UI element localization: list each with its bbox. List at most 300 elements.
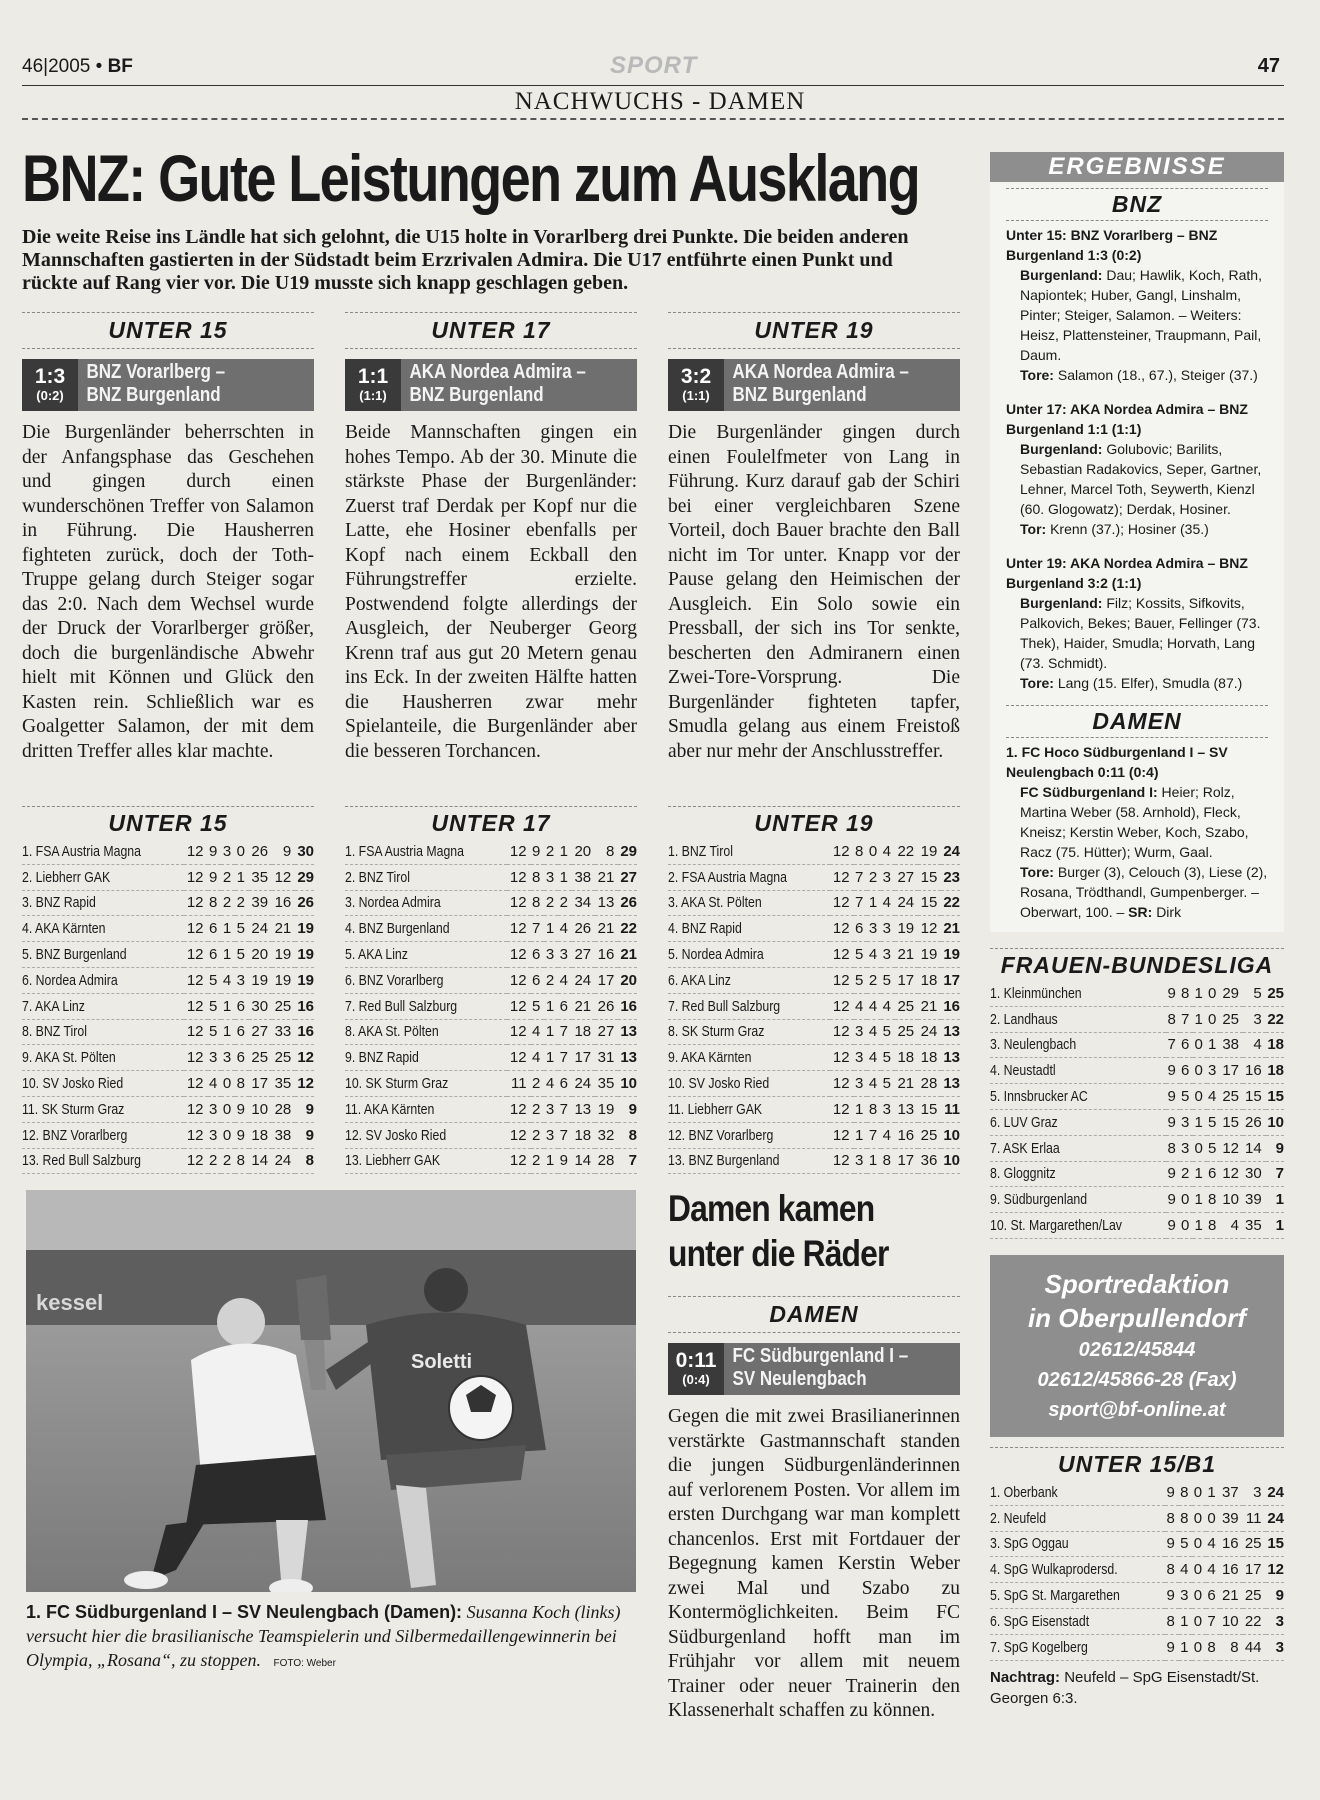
stat: 12 — [918, 916, 941, 942]
stat: 25 — [918, 1122, 941, 1148]
stat: 0 — [867, 839, 881, 864]
stat: 9 — [1165, 1583, 1179, 1609]
article-lead: Die weite Reise ins Ländle hat sich gelohnt, die U15 holte in Vorarlberg drei Punkte. Die beiden anderen Mannschaften gastierten in der Südstadt beim Erzrivalen Admira. Die U17 entführte einen Punkt und rückte auf Rang vier vor. Die U19 musste sich knapp geschlagen geben. — [22, 226, 909, 294]
stat: 0 — [1192, 1608, 1206, 1634]
points: 22 — [1266, 1006, 1284, 1032]
stat: 5 — [854, 942, 868, 968]
team-name: 5. AKA Linz — [345, 942, 478, 968]
team-name: 5. BNZ Burgenland — [22, 942, 155, 968]
stat: 2 — [221, 864, 235, 890]
table-row — [22, 993, 314, 1019]
stat: 1 — [854, 1122, 868, 1148]
table-row — [345, 967, 637, 993]
table-row — [345, 916, 637, 942]
stat: 19 — [272, 967, 295, 993]
team-name: 2. Landhaus — [990, 1006, 1135, 1032]
result-u17: Unter 17: AKA Nordea Admira – BNZ Burgenland 1:1 (1:1) Burgenland: Golubovic; Barilits, Sebastian Radakovics, Seper, Gartner, Lehner, Marcel Toth, Seywerth, Kienzl (60. Glogowatz); Derdak, Hosiner. Tor: Krenn (37.); Hosiner (35.) — [1006, 401, 1262, 537]
stat: 1 — [1193, 1109, 1207, 1135]
stat: 5 — [531, 993, 545, 1019]
damen-heading: DAMEN — [1092, 708, 1182, 734]
stat: 22 — [1243, 1608, 1266, 1634]
stat: 9 — [1165, 1480, 1179, 1505]
points: 30 — [295, 839, 314, 864]
stat: 9 — [1166, 1058, 1180, 1084]
stat: 8 — [208, 890, 222, 916]
stat: 1 — [544, 916, 558, 942]
stat: 13 — [895, 1096, 918, 1122]
table-row — [345, 1148, 637, 1174]
stat: 12 — [507, 864, 530, 890]
points: 24 — [941, 839, 960, 864]
points: 17 — [941, 967, 960, 993]
team-name: 7. AKA Linz — [22, 993, 155, 1019]
stat: 2 — [235, 890, 249, 916]
points: 12 — [295, 1071, 314, 1097]
stat: 3 — [544, 864, 558, 890]
stat: 6 — [854, 916, 868, 942]
stat: 8 — [1207, 1187, 1221, 1213]
stat: 24 — [895, 890, 918, 916]
stat: 1 — [544, 1045, 558, 1071]
stat: 17 — [1243, 1557, 1266, 1583]
stat: 3 — [544, 942, 558, 968]
stat: 0 — [1180, 1213, 1194, 1239]
stat: 6 — [531, 967, 545, 993]
table-row — [990, 1006, 1284, 1032]
stat: 5 — [208, 993, 222, 1019]
stat: 12 — [507, 1045, 530, 1071]
table-row — [345, 839, 637, 864]
score: 1:1 — [357, 365, 389, 388]
team-home: BNZ Vorarlberg – — [86, 361, 226, 383]
stat: 8 — [1180, 981, 1194, 1006]
stat: 12 — [830, 890, 853, 916]
table-row — [668, 890, 960, 916]
stat: 0 — [1206, 1505, 1220, 1531]
table-row — [990, 1109, 1284, 1135]
stat: 1 — [1193, 1161, 1207, 1187]
table-row — [668, 839, 960, 864]
stat: 0 — [1192, 1583, 1206, 1609]
points: 7 — [618, 1148, 637, 1174]
table-row — [22, 967, 314, 993]
result-u15: Unter 15: BNZ Vorarlberg – BNZ Burgenland 1:3 (0:2) Burgenland: Dau; Hawlik, Koch, Rath, Napiontek; Huber, Gangl, Linshalm, Pinter; Steiger, Salamon. – Weiters: Heisz, Plattensteiner, Traupmann, Pail, Daum. Tore: Salamon (18., 67.), Steiger (37.) — [1006, 227, 1262, 383]
table-row — [345, 1019, 637, 1045]
team-name: 4. SpG Wulkaprodersd. — [990, 1557, 1134, 1583]
stat: 0 — [221, 1071, 235, 1097]
stat: 3 — [881, 864, 895, 890]
stat: 7 — [1166, 1032, 1180, 1058]
table-row — [990, 1161, 1284, 1187]
stat: 19 — [249, 967, 272, 993]
team-name: 1. Kleinmünchen — [990, 981, 1135, 1006]
stat: 26 — [595, 993, 618, 1019]
team-name: 2. BNZ Tirol — [345, 864, 478, 890]
stat: 5 — [1207, 1135, 1221, 1161]
team-name: 6. SpG Eisenstadt — [990, 1608, 1134, 1634]
team-name: 4. BNZ Burgenland — [345, 916, 478, 942]
stat: 21 — [272, 916, 295, 942]
stat: 8 — [1220, 1634, 1243, 1660]
stat: 8 — [235, 1148, 249, 1174]
team-name: 2. Neufeld — [990, 1505, 1134, 1531]
stat: 21 — [595, 864, 618, 890]
stat: 27 — [249, 1019, 272, 1045]
team-away: SV Neulengbach — [732, 1368, 867, 1390]
points: 26 — [618, 890, 637, 916]
stat: 16 — [1243, 1058, 1266, 1084]
stat: 4 — [1206, 1531, 1220, 1557]
points: 26 — [295, 890, 314, 916]
damen-match — [668, 1296, 960, 1724]
points: 12 — [1266, 1557, 1285, 1583]
score-bar — [22, 359, 314, 411]
stat: 21 — [572, 993, 595, 1019]
stat: 18 — [918, 1045, 941, 1071]
stat: 0 — [1180, 1187, 1194, 1213]
stat: 15 — [1220, 1109, 1243, 1135]
stat: 31 — [595, 1045, 618, 1071]
match-column-u15 — [22, 312, 314, 764]
stat: 25 — [272, 1045, 295, 1071]
standings-table — [22, 839, 314, 1174]
team-name: 7. SpG Kogelberg — [990, 1634, 1134, 1660]
team-name: 7. Red Bull Salzburg — [345, 993, 478, 1019]
stat: 4 — [558, 916, 572, 942]
team-name: 11. Liebherr GAK — [668, 1096, 801, 1122]
points: 19 — [295, 942, 314, 968]
stat: 7 — [854, 890, 868, 916]
stat: 25 — [895, 1019, 918, 1045]
stat: 9 — [235, 1122, 249, 1148]
header-dashed-rule — [22, 118, 1284, 120]
stat: 2 — [867, 967, 881, 993]
team-name: 11. SK Sturm Graz — [22, 1096, 155, 1122]
stat: 12 — [830, 993, 853, 1019]
points: 20 — [618, 967, 637, 993]
stat: 8 — [1166, 1006, 1180, 1032]
half-time-score: (1:1) — [359, 388, 387, 403]
stat: 11 — [507, 1071, 530, 1097]
team-name: 7. Red Bull Salzburg — [668, 993, 801, 1019]
points: 8 — [618, 1122, 637, 1148]
stat: 20 — [249, 942, 272, 968]
stat: 12 — [184, 890, 207, 916]
table-row — [345, 1122, 637, 1148]
results-heading: ERGEBNISSE — [990, 152, 1284, 182]
table-row — [668, 916, 960, 942]
stat: 4 — [867, 1045, 881, 1071]
points: 23 — [941, 864, 960, 890]
team-name: 10. SK Sturm Graz — [345, 1071, 478, 1097]
stat: 7 — [1206, 1608, 1220, 1634]
stat: 12 — [184, 1071, 207, 1097]
stat: 30 — [249, 993, 272, 1019]
table-row — [668, 942, 960, 968]
standings-table — [345, 839, 637, 1174]
match-column-u17 — [345, 312, 637, 764]
points: 11 — [941, 1096, 960, 1122]
table-heading: UNTER 17 — [431, 810, 551, 836]
points: 22 — [618, 916, 637, 942]
points: 24 — [1266, 1505, 1285, 1531]
stat: 12 — [507, 1019, 530, 1045]
points: 18 — [1266, 1032, 1284, 1058]
table-row — [990, 1531, 1284, 1557]
stat: 12 — [184, 1148, 207, 1174]
points: 10 — [1266, 1109, 1284, 1135]
stat: 18 — [249, 1122, 272, 1148]
stat: 1 — [221, 1019, 235, 1045]
table-row — [345, 864, 637, 890]
stat: 35 — [595, 1071, 618, 1097]
u15b1-heading: UNTER 15/B1 — [1058, 1450, 1216, 1477]
stat: 4 — [881, 1122, 895, 1148]
stat: 12 — [184, 993, 207, 1019]
photo-credit: FOTO: Weber — [273, 1658, 336, 1669]
team-name: 13. Liebherr GAK — [345, 1148, 478, 1174]
stat: 7 — [558, 1019, 572, 1045]
stat: 8 — [1179, 1505, 1193, 1531]
results-box — [990, 182, 1284, 932]
stat: 10 — [1220, 1187, 1243, 1213]
table-row — [345, 1071, 637, 1097]
stat: 5 — [1243, 981, 1266, 1006]
stat: 7 — [854, 864, 868, 890]
match-report: Gegen die mit zwei Brasilianerinnen verstärkte Gastmannschaft standen die jungen Südburgenländerinnen auf verlorenem Posten. Vor allem im ersten Durchgang war man komplett chancenlos. Erst mit Fortdauer der Begegnung kamen Kerstin Weber zwei Mal und Szabo zu Kontermöglichkeiten. Beim FC Südburgenland hofft man im Frühjahr vor allem mit neuem Trainer oder neuer Trainerin den Klassenerhalt schaffen zu können. — [668, 1406, 960, 1721]
stat: 1 — [558, 839, 572, 864]
table-row — [990, 1135, 1284, 1161]
section-title: NACHWUCHS - DAMEN — [514, 88, 806, 115]
stat: 4 — [544, 1071, 558, 1097]
stat: 4 — [867, 942, 881, 968]
stat: 33 — [272, 1019, 295, 1045]
table-row — [22, 1148, 314, 1174]
stat: 4 — [1207, 1084, 1221, 1110]
stat: 12 — [184, 1096, 207, 1122]
stat: 12 — [1220, 1135, 1243, 1161]
team-name: 5. SpG St. Margarethen — [990, 1583, 1134, 1609]
stat: 5 — [235, 916, 249, 942]
points: 18 — [1266, 1058, 1284, 1084]
team-name: 13. Red Bull Salzburg — [22, 1148, 155, 1174]
stat: 11 — [1243, 1505, 1266, 1531]
team-away: BNZ Burgenland — [732, 384, 867, 406]
table-row — [990, 1058, 1284, 1084]
table-row — [990, 1187, 1284, 1213]
table-row — [990, 1505, 1284, 1531]
bnz-heading: BNZ — [1111, 191, 1163, 217]
stat: 3 — [221, 839, 235, 864]
table-row — [22, 1071, 314, 1097]
score: 3:2 — [680, 365, 712, 388]
stat: 12 — [507, 993, 530, 1019]
stat: 15 — [918, 1096, 941, 1122]
stat: 16 — [1220, 1557, 1243, 1583]
stat: 12 — [184, 1019, 207, 1045]
stat: 4 — [1220, 1213, 1243, 1239]
stat: 1 — [544, 1019, 558, 1045]
stat: 8 — [1206, 1634, 1220, 1660]
stat: 28 — [918, 1071, 941, 1097]
points: 13 — [618, 1019, 637, 1045]
stat: 7 — [558, 1045, 572, 1071]
stat: 7 — [558, 1122, 572, 1148]
stat: 9 — [1166, 1161, 1180, 1187]
team-name: 8. Gloggnitz — [990, 1161, 1135, 1187]
stat: 27 — [895, 864, 918, 890]
table-row — [990, 1583, 1284, 1609]
stat: 9 — [235, 1096, 249, 1122]
stat: 4 — [208, 1071, 222, 1097]
stat: 17 — [595, 967, 618, 993]
team-name: 4. BNZ Rapid — [668, 916, 801, 942]
nachtrag: Nachtrag: Neufeld – SpG Eisenstadt/St. Georgen 6:3. — [990, 1668, 1260, 1707]
team-name: 11. AKA Kärnten — [345, 1096, 478, 1122]
page-number: 47 — [1257, 55, 1280, 77]
stat: 21 — [595, 916, 618, 942]
stat: 12 — [507, 1096, 530, 1122]
result-u19: Unter 19: AKA Nordea Admira – BNZ Burgenland 3:2 (1:1) Burgenland: Filz; Kossits, Sifkovits, Palkovich, Bekes; Bauer, Fellinger (73. Thek), Haider, Smudla; Horvath, Lang (73. Schmidt). Tore: Lang (15. Elfer), Smudla (87.) — [1006, 555, 1261, 691]
stat: 22 — [895, 839, 918, 864]
stat: 12 — [830, 967, 853, 993]
stat: 0 — [1192, 1557, 1206, 1583]
score: 0:11 — [675, 1349, 717, 1372]
stat: 19 — [595, 1096, 618, 1122]
stat: 12 — [507, 1148, 530, 1174]
team-name: 1. Oberbank — [990, 1480, 1134, 1505]
stat: 17 — [895, 967, 918, 993]
stat: 6 — [208, 916, 222, 942]
stat: 38 — [572, 864, 595, 890]
table-row — [668, 1019, 960, 1045]
stat: 18 — [895, 1045, 918, 1071]
table-heading: UNTER 15 — [108, 810, 228, 836]
team-name: 6. Nordea Admira — [22, 967, 155, 993]
stat: 25 — [272, 993, 295, 1019]
frauen-heading: FRAUEN-BUNDESLIGA — [1000, 952, 1274, 978]
points: 22 — [941, 890, 960, 916]
stat: 9 — [272, 839, 295, 864]
stat: 0 — [1192, 1505, 1206, 1531]
stat: 12 — [184, 916, 207, 942]
score-bar — [668, 1343, 960, 1395]
team-home: AKA Nordea Admira – — [732, 361, 909, 383]
stat: 3 — [208, 1122, 222, 1148]
stat: 2 — [544, 967, 558, 993]
standings-table — [668, 839, 960, 1174]
stat: 6 — [1180, 1032, 1194, 1058]
team-name: 2. FSA Austria Magna — [668, 864, 801, 890]
team-name: 8. SK Sturm Graz — [668, 1019, 801, 1045]
stat: 4 — [221, 967, 235, 993]
stat: 2 — [1180, 1161, 1194, 1187]
stat: 12 — [184, 942, 207, 968]
stat: 8 — [1165, 1608, 1179, 1634]
points: 10 — [941, 1122, 960, 1148]
stat: 1 — [1193, 981, 1207, 1006]
stat: 12 — [830, 916, 853, 942]
league-table-u17 — [345, 806, 637, 1174]
points: 16 — [295, 1019, 314, 1045]
stat: 26 — [572, 916, 595, 942]
score: 1:3 — [34, 365, 66, 388]
points: 19 — [941, 942, 960, 968]
half-time-score: (1:1) — [682, 388, 710, 403]
stat: 12 — [184, 864, 207, 890]
stat: 10 — [1220, 1608, 1243, 1634]
stat: 5 — [235, 942, 249, 968]
table-row — [990, 1608, 1284, 1634]
stat: 9 — [558, 1148, 572, 1174]
stat: 21 — [895, 1071, 918, 1097]
stat: 9 — [1166, 1084, 1180, 1110]
stat: 3 — [1180, 1135, 1194, 1161]
stat: 1 — [1206, 1480, 1220, 1505]
stat: 4 — [558, 967, 572, 993]
stat: 0 — [1193, 1032, 1207, 1058]
team-name: 3. AKA St. Pölten — [668, 890, 801, 916]
stat: 0 — [1193, 1084, 1207, 1110]
stat: 25 — [1220, 1006, 1243, 1032]
stat: 3 — [1243, 1006, 1266, 1032]
table-row — [22, 942, 314, 968]
points: 15 — [1266, 1084, 1284, 1110]
stat: 37 — [1220, 1480, 1243, 1505]
damen-headline: Damen kamen unter die Räder — [668, 1188, 889, 1274]
stat: 3 — [881, 942, 895, 968]
table-row — [22, 1096, 314, 1122]
stat: 1 — [1179, 1634, 1193, 1660]
stat: 12 — [830, 1148, 853, 1174]
stat: 8 — [531, 890, 545, 916]
stat: 1 — [558, 864, 572, 890]
stat: 3 — [854, 1045, 868, 1071]
match-photo — [26, 1190, 636, 1592]
stat: 13 — [572, 1096, 595, 1122]
stat: 12 — [830, 942, 853, 968]
team-name: 8. AKA St. Pölten — [345, 1019, 478, 1045]
stat: 0 — [1192, 1480, 1206, 1505]
team-name: 8. BNZ Tirol — [22, 1019, 155, 1045]
team-name: 10. SV Josko Ried — [668, 1071, 801, 1097]
stat: 3 — [1207, 1058, 1221, 1084]
stat: 35 — [1243, 1213, 1266, 1239]
stat: 20 — [572, 839, 595, 864]
redaktion-email[interactable]: sport@bf-online.at — [1048, 1398, 1226, 1421]
points: 1 — [1266, 1187, 1284, 1213]
caption-text: Susanna Koch (links) versucht hier die brasilianische Teamspielerin und Silbermedaillengewinnerin bei Olympia, „Rosana“, zu stoppen. — [26, 1602, 621, 1670]
points: 16 — [295, 993, 314, 1019]
stat: 1 — [854, 1096, 868, 1122]
stat: 12 — [272, 864, 295, 890]
table-row — [990, 1213, 1284, 1239]
points: 10 — [941, 1148, 960, 1174]
stat: 1 — [867, 1148, 881, 1174]
standings-table — [990, 981, 1284, 1239]
stat: 28 — [595, 1148, 618, 1174]
points: 9 — [295, 1096, 314, 1122]
team-name: 13. BNZ Burgenland — [668, 1148, 801, 1174]
stat: 27 — [572, 942, 595, 968]
stat: 3 — [881, 916, 895, 942]
photo-caption — [26, 1600, 636, 1676]
points: 9 — [1266, 1583, 1285, 1609]
table-row — [668, 993, 960, 1019]
redaktion-box: Sportredaktion in Oberpullendorf 02612/45844 02612/45866-28 (Fax) sport@bf-online.at — [990, 1255, 1284, 1437]
caption-title: 1. FC Südburgenland I – SV Neulengbach (Damen): — [26, 1602, 463, 1622]
stat: 5 — [1180, 1084, 1194, 1110]
